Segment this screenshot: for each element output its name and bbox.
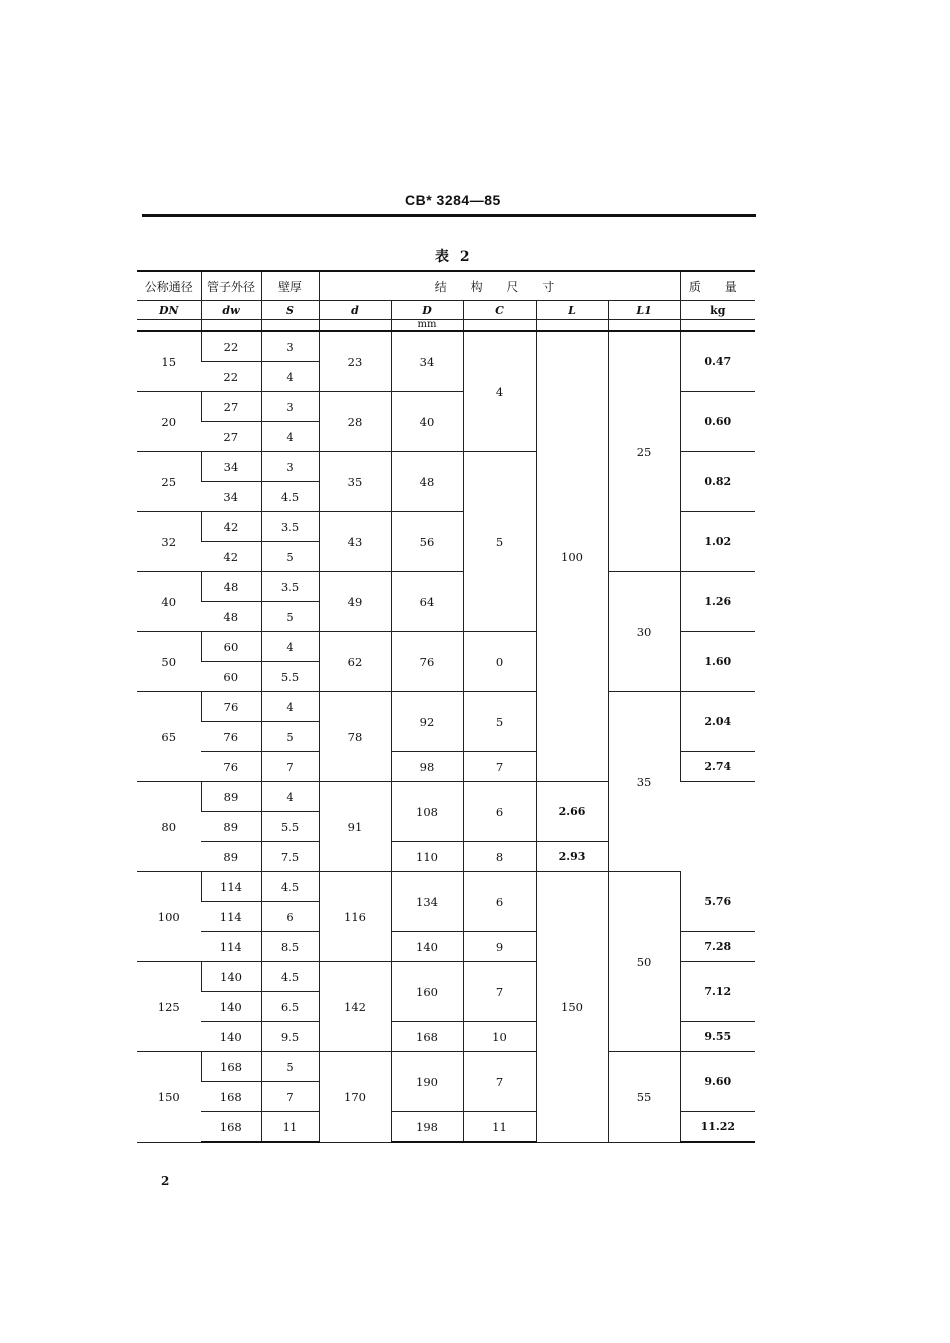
table-row bbox=[137, 872, 755, 902]
dw-cell: 89 bbox=[201, 842, 261, 872]
D-cell: 110 bbox=[391, 842, 463, 872]
dn-cell: 80 bbox=[137, 782, 201, 872]
dw-cell: 168 bbox=[201, 1112, 261, 1143]
D-cell: 108 bbox=[391, 782, 463, 842]
C-cell: 6 bbox=[463, 872, 536, 932]
dw-cell: 60 bbox=[201, 632, 261, 662]
dw-cell: 27 bbox=[201, 422, 261, 452]
dw-cell: 34 bbox=[201, 482, 261, 512]
s-cell: 3 bbox=[261, 452, 319, 482]
dw-cell: 168 bbox=[201, 1082, 261, 1112]
C-cell: 0 bbox=[463, 632, 536, 692]
mass-cell: 7.12 bbox=[680, 962, 755, 1022]
L1-cell: 55 bbox=[608, 1052, 680, 1143]
s-cell: 3 bbox=[261, 392, 319, 422]
C-cell: 10 bbox=[463, 1022, 536, 1052]
symbol-kg: kg bbox=[680, 301, 755, 320]
C-cell: 7 bbox=[463, 752, 536, 782]
document-code-header: CB* 3284—85 bbox=[405, 192, 501, 208]
mass-cell: 5.76 bbox=[680, 872, 755, 932]
table-row bbox=[137, 1052, 755, 1082]
s-cell: 7 bbox=[261, 752, 319, 782]
dw-cell: 168 bbox=[201, 1052, 261, 1082]
dn-cell: 100 bbox=[137, 872, 201, 962]
header-row-units bbox=[137, 320, 755, 332]
dw-cell: 22 bbox=[201, 362, 261, 392]
d-cell: 28 bbox=[319, 392, 391, 452]
D-cell: 140 bbox=[391, 932, 463, 962]
L-cell: 150 bbox=[536, 872, 608, 1143]
C-cell: 6 bbox=[463, 782, 536, 842]
D-cell: 76 bbox=[391, 632, 463, 692]
C-cell: 7 bbox=[463, 1052, 536, 1112]
d-cell: 78 bbox=[319, 692, 391, 782]
dw-cell: 76 bbox=[201, 692, 261, 722]
page-number: 2 bbox=[161, 1174, 170, 1188]
mass-cell: 2.04 bbox=[680, 692, 755, 752]
dn-cell: 15 bbox=[137, 331, 201, 392]
C-cell: 5 bbox=[463, 452, 536, 632]
s-cell: 5.5 bbox=[261, 662, 319, 692]
d-cell: 49 bbox=[319, 572, 391, 632]
s-cell: 9.5 bbox=[261, 1022, 319, 1052]
symbol-d: d bbox=[319, 301, 391, 320]
s-cell: 3.5 bbox=[261, 572, 319, 602]
D-cell: 34 bbox=[391, 331, 463, 392]
header-row-symbols bbox=[137, 301, 755, 320]
d-cell: 116 bbox=[319, 872, 391, 962]
mass-cell: 9.55 bbox=[680, 1022, 755, 1052]
table-row bbox=[137, 331, 755, 362]
dw-cell: 42 bbox=[201, 542, 261, 572]
dn-cell: 32 bbox=[137, 512, 201, 572]
dw-cell: 140 bbox=[201, 1022, 261, 1052]
L-cell: 100 bbox=[536, 331, 608, 782]
D-cell: 168 bbox=[391, 1022, 463, 1052]
C-cell: 7 bbox=[463, 962, 536, 1022]
symbol-s: S bbox=[261, 301, 319, 320]
s-cell: 7.5 bbox=[261, 842, 319, 872]
D-cell: 40 bbox=[391, 392, 463, 452]
mass-cell: 0.60 bbox=[680, 392, 755, 452]
dn-cell: 125 bbox=[137, 962, 201, 1052]
D-cell: 48 bbox=[391, 452, 463, 512]
C-cell: 5 bbox=[463, 692, 536, 752]
mass-cell: 1.02 bbox=[680, 512, 755, 572]
col-structure-header: 结 构 尺 寸 bbox=[319, 271, 680, 301]
dw-cell: 76 bbox=[201, 722, 261, 752]
C-cell: 4 bbox=[463, 331, 536, 452]
mass-cell: 2.93 bbox=[536, 842, 608, 872]
C-cell: 8 bbox=[463, 842, 536, 872]
table-row bbox=[137, 692, 755, 722]
table-title: 表 2 bbox=[435, 249, 473, 265]
D-cell: 98 bbox=[391, 752, 463, 782]
D-cell: 92 bbox=[391, 692, 463, 752]
dw-cell: 22 bbox=[201, 331, 261, 362]
symbol-L: L bbox=[536, 301, 608, 320]
mass-cell: 1.60 bbox=[680, 632, 755, 692]
D-cell: 190 bbox=[391, 1052, 463, 1112]
dw-cell: 42 bbox=[201, 512, 261, 542]
L1-cell: 30 bbox=[608, 572, 680, 692]
D-cell: 198 bbox=[391, 1112, 463, 1143]
dw-cell: 89 bbox=[201, 782, 261, 812]
symbol-L1: L1 bbox=[608, 301, 680, 320]
d-cell: 170 bbox=[319, 1052, 391, 1143]
table-row bbox=[137, 572, 755, 602]
dn-cell: 25 bbox=[137, 452, 201, 512]
mass-cell: 0.82 bbox=[680, 452, 755, 512]
dn-cell: 40 bbox=[137, 572, 201, 632]
s-cell: 4 bbox=[261, 362, 319, 392]
dn-cell: 20 bbox=[137, 392, 201, 452]
col-dw-header: 管子外径 bbox=[201, 271, 261, 301]
mass-cell: 11.22 bbox=[680, 1112, 755, 1143]
dw-cell: 114 bbox=[201, 932, 261, 962]
dw-cell: 48 bbox=[201, 602, 261, 632]
s-cell: 5 bbox=[261, 1052, 319, 1082]
dimension-table bbox=[137, 270, 755, 1143]
s-cell: 4 bbox=[261, 422, 319, 452]
s-cell: 3.5 bbox=[261, 512, 319, 542]
dw-cell: 60 bbox=[201, 662, 261, 692]
s-cell: 5 bbox=[261, 602, 319, 632]
dw-cell: 48 bbox=[201, 572, 261, 602]
col-mass-header: 质 量 bbox=[680, 271, 755, 301]
s-cell: 4 bbox=[261, 692, 319, 722]
s-cell: 4 bbox=[261, 782, 319, 812]
D-cell: 134 bbox=[391, 872, 463, 932]
d-cell: 91 bbox=[319, 782, 391, 872]
L1-cell: 35 bbox=[608, 692, 680, 872]
s-cell: 7 bbox=[261, 1082, 319, 1112]
mass-cell: 7.28 bbox=[680, 932, 755, 962]
dw-cell: 140 bbox=[201, 992, 261, 1022]
dw-cell: 76 bbox=[201, 752, 261, 782]
s-cell: 4 bbox=[261, 632, 319, 662]
s-cell: 3 bbox=[261, 331, 319, 362]
dw-cell: 34 bbox=[201, 452, 261, 482]
dw-cell: 114 bbox=[201, 872, 261, 902]
L1-cell: 25 bbox=[608, 331, 680, 572]
col-dn-header: 公称通径 bbox=[137, 271, 201, 301]
dw-cell: 89 bbox=[201, 812, 261, 842]
s-cell: 6 bbox=[261, 902, 319, 932]
D-cell: 64 bbox=[391, 572, 463, 632]
header-rule bbox=[142, 214, 756, 217]
mass-cell: 0.47 bbox=[680, 331, 755, 392]
symbol-D: D bbox=[391, 301, 463, 320]
s-cell: 4.5 bbox=[261, 482, 319, 512]
symbol-dn: DN bbox=[137, 301, 201, 320]
mass-cell: 2.66 bbox=[536, 782, 608, 842]
C-cell: 11 bbox=[463, 1112, 536, 1143]
s-cell: 5.5 bbox=[261, 812, 319, 842]
dn-cell: 150 bbox=[137, 1052, 201, 1143]
s-cell: 8.5 bbox=[261, 932, 319, 962]
d-cell: 35 bbox=[319, 452, 391, 512]
s-cell: 5 bbox=[261, 722, 319, 752]
L1-cell: 50 bbox=[608, 872, 680, 1052]
s-cell: 11 bbox=[261, 1112, 319, 1143]
unit-mm: mm bbox=[391, 320, 463, 332]
symbol-C: C bbox=[463, 301, 536, 320]
d-cell: 23 bbox=[319, 331, 391, 392]
D-cell: 160 bbox=[391, 962, 463, 1022]
dw-cell: 140 bbox=[201, 962, 261, 992]
C-cell: 9 bbox=[463, 932, 536, 962]
header-row-names bbox=[137, 271, 755, 301]
D-cell: 56 bbox=[391, 512, 463, 572]
symbol-dw: dw bbox=[201, 301, 261, 320]
mass-cell: 9.60 bbox=[680, 1052, 755, 1112]
s-cell: 5 bbox=[261, 542, 319, 572]
dw-cell: 114 bbox=[201, 902, 261, 932]
dw-cell: 27 bbox=[201, 392, 261, 422]
s-cell: 6.5 bbox=[261, 992, 319, 1022]
d-cell: 62 bbox=[319, 632, 391, 692]
mass-cell: 2.74 bbox=[680, 752, 755, 782]
s-cell: 4.5 bbox=[261, 872, 319, 902]
col-s-header: 壁厚 bbox=[261, 271, 319, 301]
s-cell: 4.5 bbox=[261, 962, 319, 992]
d-cell: 43 bbox=[319, 512, 391, 572]
dn-cell: 65 bbox=[137, 692, 201, 782]
mass-cell: 1.26 bbox=[680, 572, 755, 632]
dn-cell: 50 bbox=[137, 632, 201, 692]
d-cell: 142 bbox=[319, 962, 391, 1052]
